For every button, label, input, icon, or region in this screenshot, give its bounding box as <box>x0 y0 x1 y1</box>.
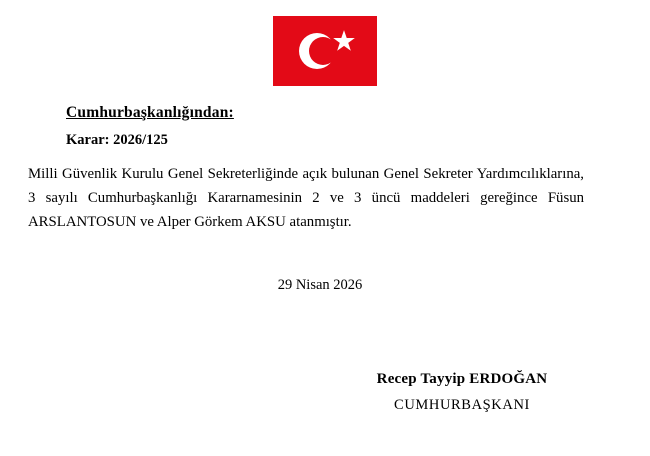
signatory-title: CUMHURBAŞKANI <box>394 397 530 413</box>
signature-block <box>332 371 592 414</box>
turkish-flag-icon <box>273 16 377 86</box>
emblem-container <box>0 0 650 86</box>
signatory-name: Recep Tayyip ERDOĞAN <box>376 371 548 387</box>
document-body <box>0 104 650 294</box>
issuer-heading: Cumhurbaşkanlığından: <box>66 104 234 121</box>
decision-number: Karar: 2026/125 <box>66 132 168 148</box>
decision-date: 29 Nisan 2026 <box>277 276 363 293</box>
decision-text: Milli Güvenlik Kurulu Genel Sekreterliğinde açık bulunan Genel Sekreter Yardımcılıklarına, 3 sayılı Cumhurbaşkanlığı Kararnamesinin 2 ve 3 üncü maddeleri gereğince Füsun ARSLANTOSUN ve Alper Görkem AKSU atanmıştır. <box>28 166 584 230</box>
